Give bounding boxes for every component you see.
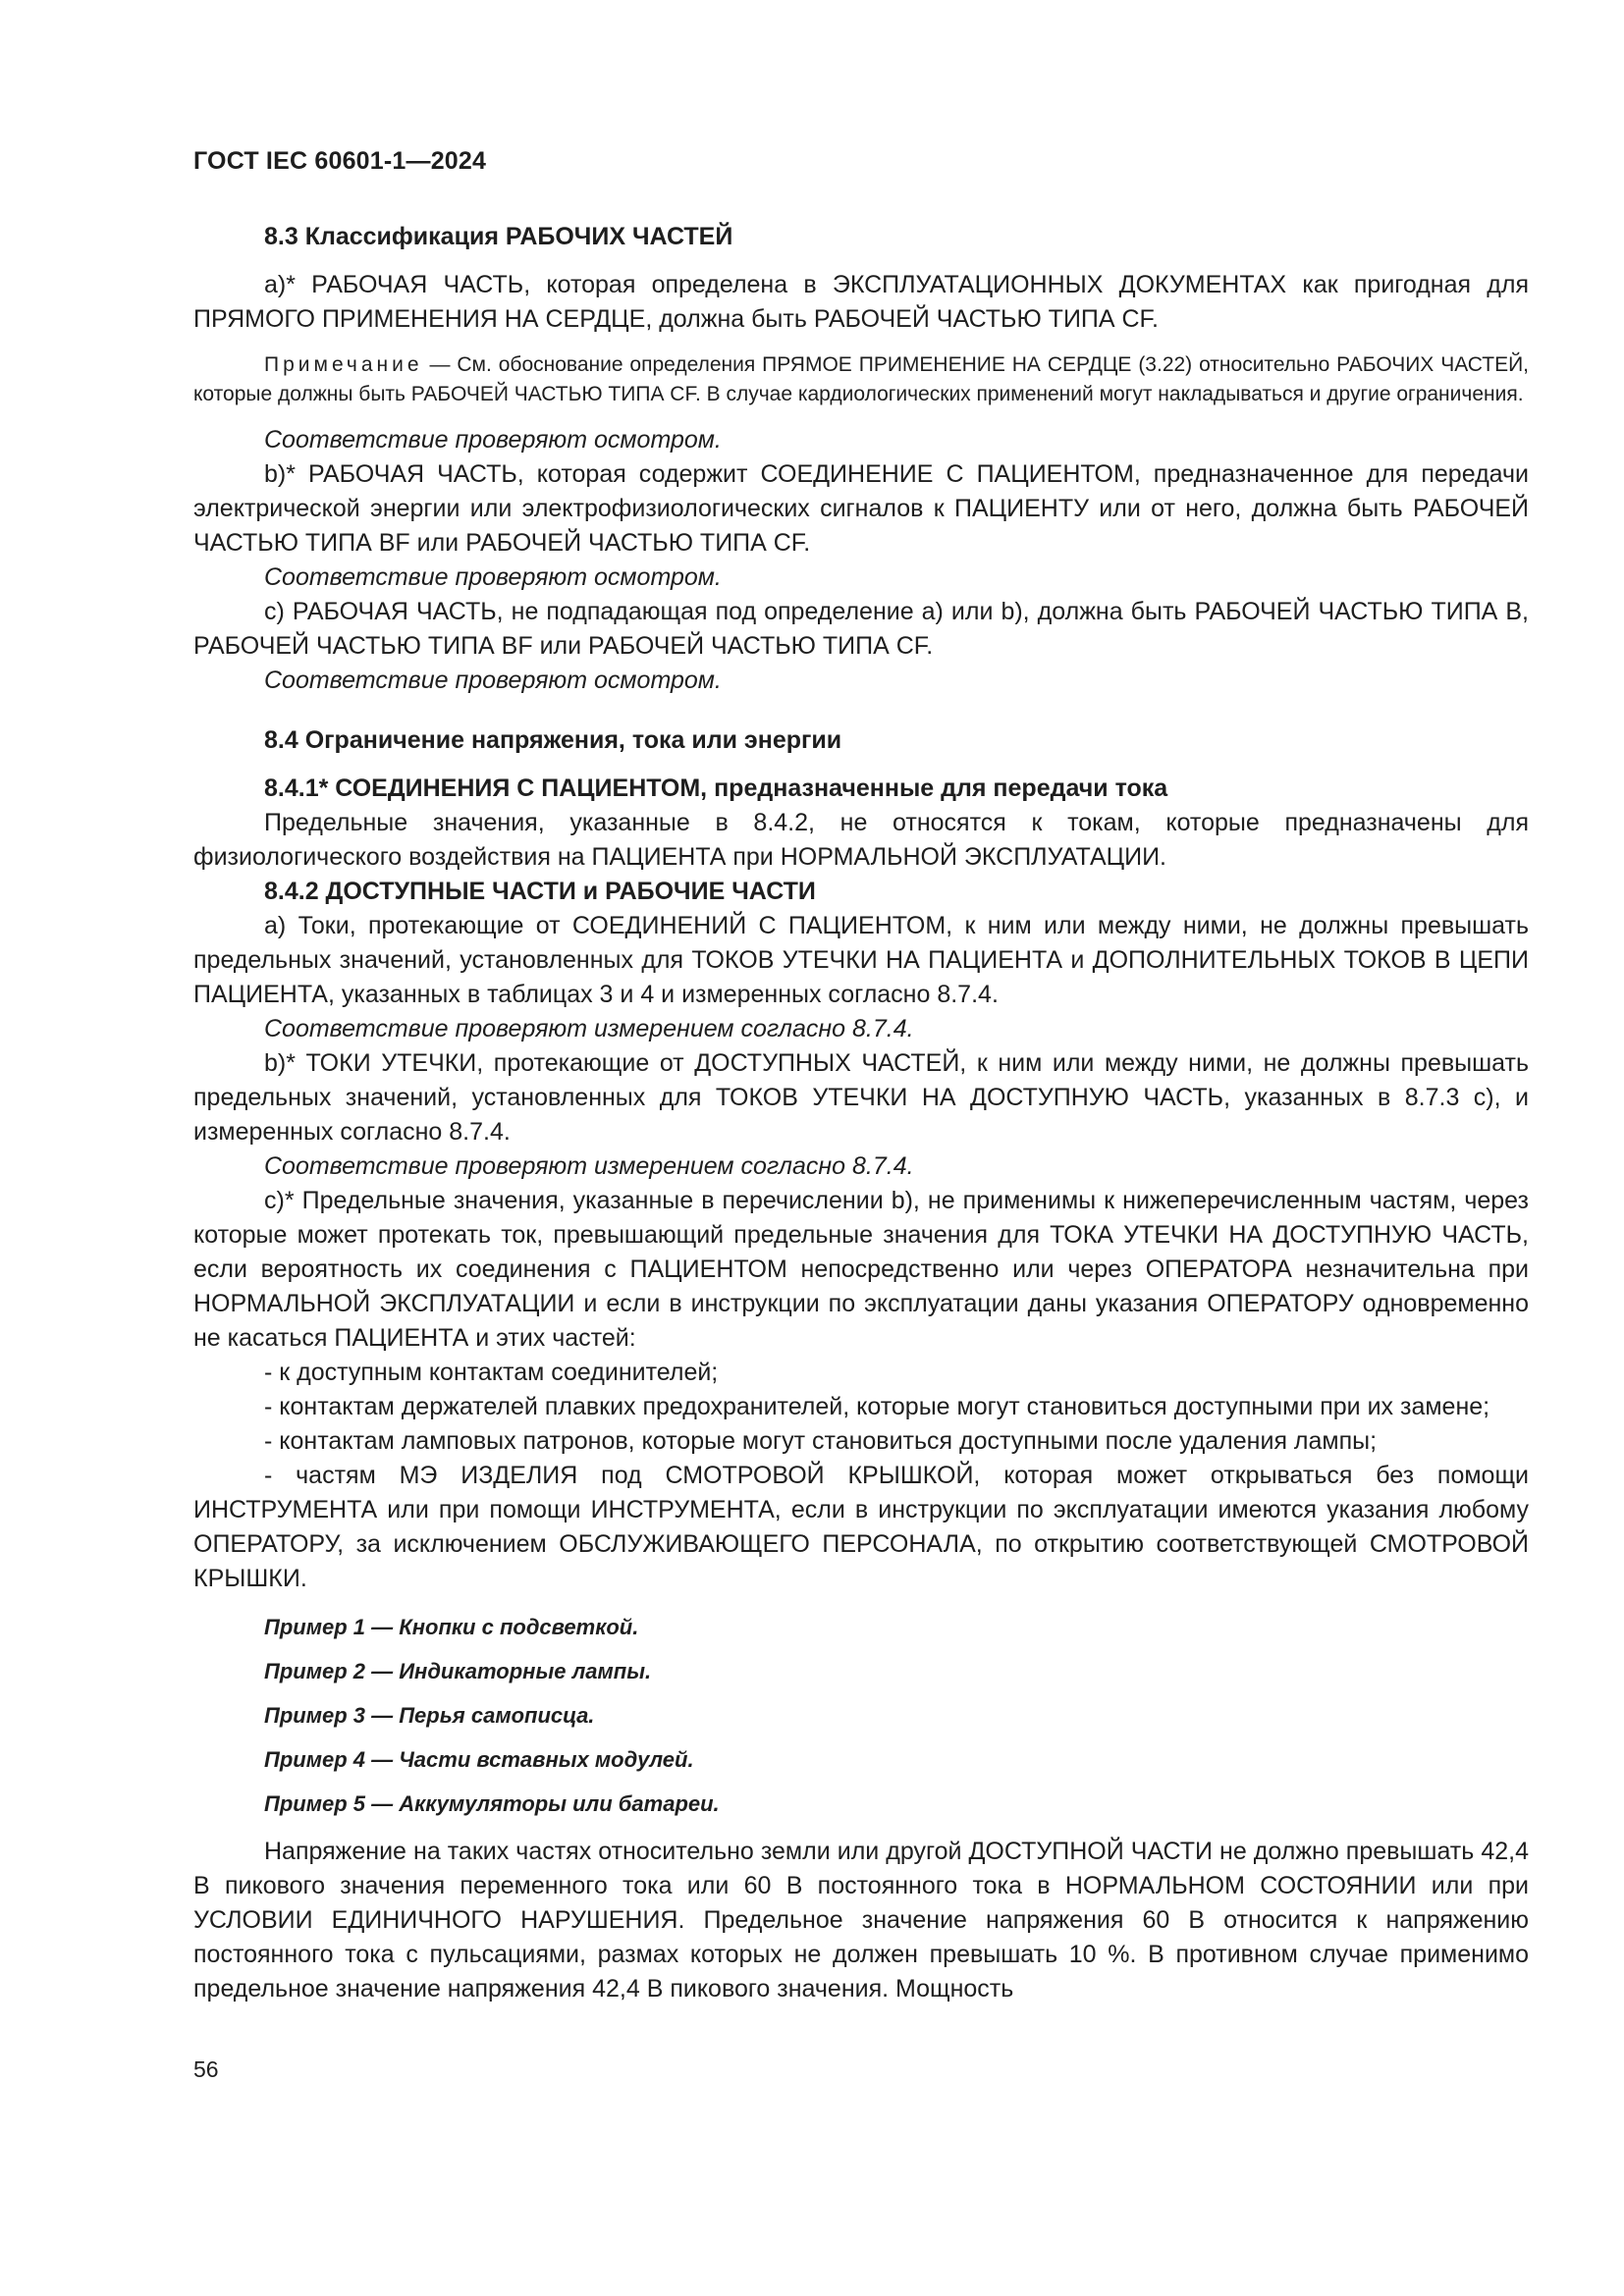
example-1: Пример 1 — Кнопки с подсветкой. [264,1615,639,1639]
clause-8-3-a: а)* РАБОЧАЯ ЧАСТЬ, которая определена в ЭКСПЛУАТАЦИОННЫХ ДОКУМЕНТАХ как пригодная для ПРЯМОГО ПРИМЕНЕНИЯ НА СЕРДЦЕ, должна быть РАБОЧЕЙ ЧАСТЬЮ ТИПА CF. [193,271,1529,333]
compliance-8-4-2-a: Соответствие проверяют измерением согласно 8.7.4. [264,1015,914,1042]
section-8-4-title: 8.4 Ограничение напряжения, тока или энергии [264,726,842,754]
example-2: Пример 2 — Индикаторные лампы. [264,1659,652,1683]
clause-8-4-2-b: b)* ТОКИ УТЕЧКИ, протекающие от ДОСТУПНЫХ ЧАСТЕЙ, к ним или между ними, не должны превышать предельных значений, установленных для ТОКОВ УТЕЧКИ НА ДОСТУПНУЮ ЧАСТЬ, указанных в 8.7.3 с), и измеренных согласно 8.7.4. [193,1049,1529,1146]
note-text: — См. обоснование определения ПРЯМОЕ ПРИМЕНЕНИЕ НА СЕРДЦЕ (3.22) относительно РАБОЧИХ ЧАСТЕЙ, которые должны быть РАБОЧЕЙ ЧАСТЬЮ ТИПА CF. В случае кардиологических применений могут накладываться и другие ограничения. [193,353,1529,405]
compliance-8-4-2-b: Соответствие проверяют измерением согласно 8.7.4. [264,1152,914,1180]
clause-8-4-2-a: а) Токи, протекающие от СОЕДИНЕНИЙ С ПАЦИЕНТОМ, к ним или между ними, не должны превышать предельных значений, установленных для ТОКОВ УТЕЧКИ НА ПАЦИЕНТА и ДОПОЛНИТЕЛЬНЫХ ТОКОВ В ЦЕПИ ПАЦИЕНТА, указанных в таблицах 3 и 4 и измеренных согласно 8.7.4. [193,912,1529,1008]
section-8-4-1-title: 8.4.1* СОЕДИНЕНИЯ С ПАЦИЕНТОМ, предназначенные для передачи тока [264,774,1168,802]
example-3: Пример 3 — Перья самописца. [264,1703,595,1728]
document-body [193,220,1529,2006]
example-5: Пример 5 — Аккумуляторы или батареи. [264,1791,720,1816]
compliance-8-3-c: Соответствие проверяют осмотром. [264,667,722,694]
list-item: - контактам держателей плавких предохранителей, которые могут становиться доступными при их замене; [264,1393,1490,1420]
clause-8-3-b: b)* РАБОЧАЯ ЧАСТЬ, которая содержит СОЕДИНЕНИЕ С ПАЦИЕНТОМ, предназначенное для передачи электрической энергии или электрофизиологических сигналов к ПАЦИЕНТУ или от него, должна быть РАБОЧЕЙ ЧАСТЬЮ ТИПА BF или РАБОЧЕЙ ЧАСТЬЮ ТИПА CF. [193,460,1529,557]
list-item: - контактам ламповых патронов, которые могут становиться доступными после удаления лампы; [264,1427,1378,1455]
example-4: Пример 4 — Части вставных модулей. [264,1747,694,1772]
final-paragraph: Напряжение на таких частях относительно земли или другой ДОСТУПНОЙ ЧАСТИ не должно превышать 42,4 В пикового значения переменного тока или 60 В постоянного тока в НОРМАЛЬНОМ СОСТОЯНИИ или при УСЛОВИИ ЕДИНИЧНОГО НАРУШЕНИЯ. Предельное значение напряжения 60 В относится к напряжению постоянного тока с пульсациями, размах которых не должен превышать 10 %. В противном случае применимо предельное значение напряжения 42,4 В пикового значения. Мощность [193,1838,1529,2002]
clause-8-4-2-c: с)* Предельные значения, указанные в перечислении b), не применимы к нижеперечисленным частям, через которые может протекать ток, превышающий предельные значения для ТОКА УТЕЧКИ НА ДОСТУПНУЮ ЧАСТЬ, если вероятность их соединения с ПАЦИЕНТОМ непосредственно или через ОПЕРАТОРА незначительна при НОРМАЛЬНОЙ ЭКСПЛУАТАЦИИ и если в инструкции по эксплуатации даны указания ОПЕРАТОРУ одновременно не касаться ПАЦИЕНТА и этих частей: [193,1187,1529,1352]
section-8-4-1-text: Предельные значения, указанные в 8.4.2, не относятся к токам, которые предназначены для физиологического воздействия на ПАЦИЕНТА при НОРМАЛЬНОЙ ЭКСПЛУАТАЦИИ. [193,809,1529,871]
note-label: Примечание [264,353,423,376]
note-paragraph [193,350,1529,409]
compliance-8-3-a: Соответствие проверяют осмотром. [264,426,722,454]
document-header: ГОСТ IEC 60601-1—2024 [193,147,487,175]
list-item: - к доступным контактам соединителей; [264,1359,719,1386]
section-8-3-title: 8.3 Классификация РАБОЧИХ ЧАСТЕЙ [264,223,733,250]
compliance-8-3-b: Соответствие проверяют осмотром. [264,563,722,591]
page-number: 56 [193,2056,219,2082]
clause-8-3-c: с) РАБОЧАЯ ЧАСТЬ, не подпадающая под определение а) или b), должна быть РАБОЧЕЙ ЧАСТЬЮ ТИПА В, РАБОЧЕЙ ЧАСТЬЮ ТИПА BF или РАБОЧЕЙ ЧАСТЬЮ ТИПА CF. [193,598,1529,660]
list-item: - частям МЭ ИЗДЕЛИЯ под СМОТРОВОЙ КРЫШКОЙ, которая может открываться без помощи ИНСТРУМЕНТА или при помощи ИНСТРУМЕНТА, если в инструкции по эксплуатации имеются указания любому ОПЕРАТОРУ, за исключением ОБСЛУЖИВАЮЩЕГО ПЕРСОНАЛА, по открытию соответствующей СМОТРОВОЙ КРЫШКИ. [193,1462,1529,1592]
section-8-4-2-title: 8.4.2 ДОСТУПНЫЕ ЧАСТИ и РАБОЧИЕ ЧАСТИ [264,878,816,905]
